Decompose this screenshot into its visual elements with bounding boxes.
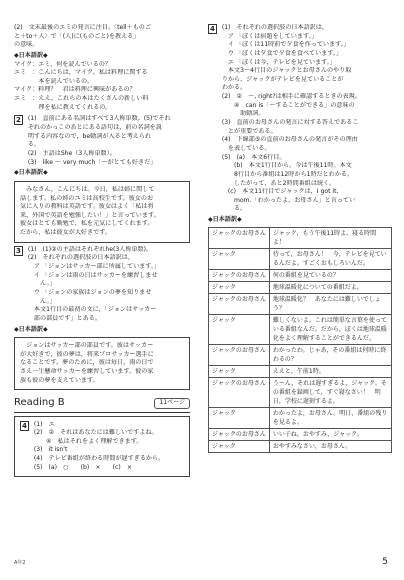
text-line: (2) それぞれの選択肢の日本語訳は， (27, 254, 134, 262)
utterance: 何の番組を見ているの？ (269, 269, 391, 281)
speaker: ジャック (209, 365, 270, 377)
text-line: と＋to＋人〉で「(人)に(ものごと)を教える」 (14, 32, 140, 40)
question-number: 2 (16, 116, 21, 125)
text-line: (2) ② ～, right?は相手に確認するときの表現。 (221, 93, 361, 101)
dialog-row (209, 227, 392, 248)
text-line: 部の部員です」とある。 (27, 314, 101, 322)
speaker: ジャックのお母さん (209, 227, 270, 248)
utterance: わかったわ。じゃあ，その番組は何時に終わるの？ (269, 344, 391, 365)
answer-box (14, 416, 190, 478)
utterance: いい子ね。おやすみ，ジャック。 (269, 428, 391, 440)
utterance: うーん，それは遅すぎるよ，ジャック。その番組を録画して，すぐ寝なさい！ 明日，学校に遅刻するよ。 (269, 377, 391, 407)
text-line: (2) ② それはあなたには難しいですよね。 (33, 429, 158, 437)
text-line: イ 「ぼくは11時前で夕食を作っています。」 (221, 41, 350, 49)
speaker: ジャックのお母さん (209, 428, 270, 440)
text-line: エ 「ぼくは今，テレビを見ています。」 (221, 58, 336, 66)
text-line: 理を私に教えてくれるの。 (14, 103, 112, 111)
text-line: 本を読んでいるの。 (14, 77, 93, 85)
text-line: mom.「わかったよ，お母さん」と言ってい (221, 196, 356, 204)
dialog-row (209, 293, 392, 314)
text-line: ん。」 (27, 280, 56, 288)
speaker: ジャック (209, 407, 270, 428)
text-line: ④ 私はそれをよく理解できます。 (33, 437, 143, 445)
text-line: (1) エ (33, 420, 55, 428)
translation-box (14, 337, 190, 390)
text-line: マイク：エミ，何を読んでいるの？ (14, 60, 112, 68)
text-line: したがって，あと2時間番組は続く。 (221, 179, 336, 187)
speaker: ジャックのお母さん (209, 377, 270, 407)
page-ref-badge: 11ページ (154, 398, 190, 409)
text-line: ア 「ジョンはサッカー部に所属しています。」 (27, 263, 161, 271)
question-number: 3 (16, 246, 21, 255)
translation-block (14, 61, 190, 113)
dialog-row (209, 428, 392, 440)
text-line: (4) 下線部⑤の直前のお母さんの発言がその理由 (221, 136, 358, 144)
page-number: 5 (382, 557, 388, 567)
text-line: ア 「ぼくは宿題をしています。」 (221, 32, 318, 40)
translation-heading: ◆日本語訳◆ (208, 216, 242, 224)
dialog-row (209, 377, 392, 407)
text-line: 話します。私の姉のユミは高校生です。彼女のお (20, 194, 154, 202)
speaker: ジャックのお母さん (209, 344, 270, 365)
text-line: (3) like ～ very much「～がとても好きだ」 (27, 158, 157, 166)
note-block (14, 24, 190, 50)
text-line: りから，ジャックがテレビを見ていることが (221, 75, 344, 83)
text-line: エミ ：ええ。これらの本はたくさんの新しい料 (14, 95, 149, 103)
text-line: だから，私は彼女が大好きです。 (20, 229, 111, 237)
reading-title: Reading B (14, 397, 65, 409)
right-column (208, 24, 392, 453)
reading-header (14, 396, 190, 412)
dialog-row (209, 407, 392, 428)
text-line: 気に入りの教科は英語です。彼女はよく「私は将 (20, 203, 154, 211)
text-line: 明する内容なので，be動詞が入ると考えられ (27, 132, 152, 140)
text-line: (3) it isn't (33, 446, 68, 454)
text-line: とが重要である。 (221, 127, 277, 135)
text-line: 本文1行目の最初の文に，「ジョンはサッカー (27, 306, 157, 314)
text-line: 本文3～4行目のジャックとお母さんのやり取 (221, 67, 352, 75)
text-line: (2) 文末最後のエミの発言に注目。〈tell＋ものご (14, 24, 151, 31)
text-line: マイク：料理？ 君は料理に興味があるの？ (14, 86, 136, 94)
text-line: ジョンはサッカー部の部員です。彼はサッカー (20, 342, 154, 350)
text-line: 8行目から番組は12時から1時だとわかる。 (221, 170, 354, 178)
dialog-row (209, 365, 392, 377)
utterance: 難しくないよ。これは簡単な言葉を使っている番組なんだ。だから，ぼくは地球温暖化をよく理解することができるんだ。 (269, 314, 391, 344)
text-line: さえ一生懸命サッカーを練習しています。彼の家 (20, 368, 154, 376)
question-3 (14, 246, 190, 324)
left-column (14, 24, 190, 480)
text-line: (3) 直前のお母さんの発言に対する答えであるこ (221, 119, 359, 127)
dialog-row (209, 440, 392, 452)
dialog-row (209, 269, 392, 281)
dialog-row (209, 314, 392, 344)
utterance: わかったよ，お母さん。明日，番組の残りを見るよ。 (269, 407, 391, 428)
text-line: ぞれのかっこのあとにある語句は，前の名詞を説 (27, 124, 162, 132)
text-line: (4) テレビ番組が終わる時間が遅すぎるから。 (33, 455, 165, 463)
text-line: なることです。夢のために，彼は毎日，雨の日で (20, 359, 154, 367)
text-line: 族も彼の夢を支えています。 (20, 376, 99, 384)
text-line: 彼女はとても勤勉で，私を元気にしてくれます。 (20, 220, 154, 228)
utterance: ええと，午前1時。 (269, 365, 391, 377)
utterance: おやすみなさい，お母さん。 (269, 440, 391, 452)
question-2 (14, 115, 190, 167)
question-number: 4 (210, 25, 215, 33)
dialog-table (208, 227, 392, 453)
utterance: 待って，お母さん！ 今，テレビを見ているんだよ。すごくおもしろいんだ。 (269, 248, 391, 269)
text-line: (1) それぞれの選択肢の日本語訳は， (221, 24, 328, 31)
translation-heading: ◆日本語訳◆ (14, 325, 48, 333)
text-line: が大好きで，彼の夢は，将来プロサッカー選手に (20, 350, 154, 358)
text-line: イ 「ジョンは雨の日はサッカーを練習しませ (27, 271, 158, 279)
text-line: ウ 「ジョンの家族はジョンの夢を知りませ (27, 288, 152, 296)
footer-code: A年2 (14, 560, 26, 566)
speaker: ジャックのお母さん (209, 269, 270, 281)
question-number: 4 (22, 421, 27, 430)
text-line: ウ 「ぼくは夕食で夕食を食べています。」 (221, 49, 343, 57)
text-line: 来，外国で英語を勉強したい！」と言っています。 (20, 211, 160, 219)
speaker: ジャックのお母さん (209, 293, 270, 314)
dialog-row (209, 281, 392, 293)
text-line: る。 (221, 205, 247, 213)
text-line: を表している。 (221, 144, 271, 152)
text-line: エミ ：こんにちは，マイク。私は料理に関する (14, 69, 148, 77)
speaker: ジャック (209, 248, 270, 269)
translation-heading: ◆日本語訳◆ (14, 169, 48, 177)
text-line: わかる。 (221, 84, 247, 92)
utterance: 地球温暖化についての番組だよ。 (269, 281, 391, 293)
speaker: ジャック (209, 281, 270, 293)
dialog-row (209, 248, 392, 269)
text-line: ④ can is「～することができる」の意味の (221, 101, 355, 109)
speaker: ジャック (209, 440, 270, 452)
text-line: (1) (1)②の主語はそれぞれhe(3人称単数)。 (27, 245, 153, 253)
text-line: (c) 本文11行目でジャックは，I got it, (221, 188, 339, 196)
text-line: の意味。 (14, 41, 39, 49)
text-line: みなさん，こんにちは。今日，私は姉に関して (20, 185, 155, 193)
text-line: る。 (27, 141, 40, 149)
utterance: ジャック，もう午後11時よ。寝る時間よ！ (269, 227, 391, 248)
text-line: (2) 主語はShe（3人称単数）。 (27, 149, 116, 157)
dialog-row (209, 344, 392, 365)
translation-box (14, 181, 190, 243)
translation-heading: ◆日本語訳◆ (14, 51, 48, 59)
speaker: ジャック (209, 314, 270, 344)
text-line: (b) 本文1行目から，今は午後11時。本文 (221, 162, 352, 170)
text-line: (5) (a) ○ (b) × (c) × (33, 463, 132, 471)
text-line: (1) 直前にある名詞はすべて3人称単数。(5)でそれ (27, 115, 171, 123)
text-line: (5) (a) 本文6行目。 (221, 153, 286, 161)
question-4-explanation (208, 24, 392, 214)
text-line: 助動詞。 (221, 110, 265, 118)
text-line: ん。」 (27, 297, 56, 305)
utterance: 地球温暖化？ あなたには難しいでしょう？ (269, 293, 391, 314)
